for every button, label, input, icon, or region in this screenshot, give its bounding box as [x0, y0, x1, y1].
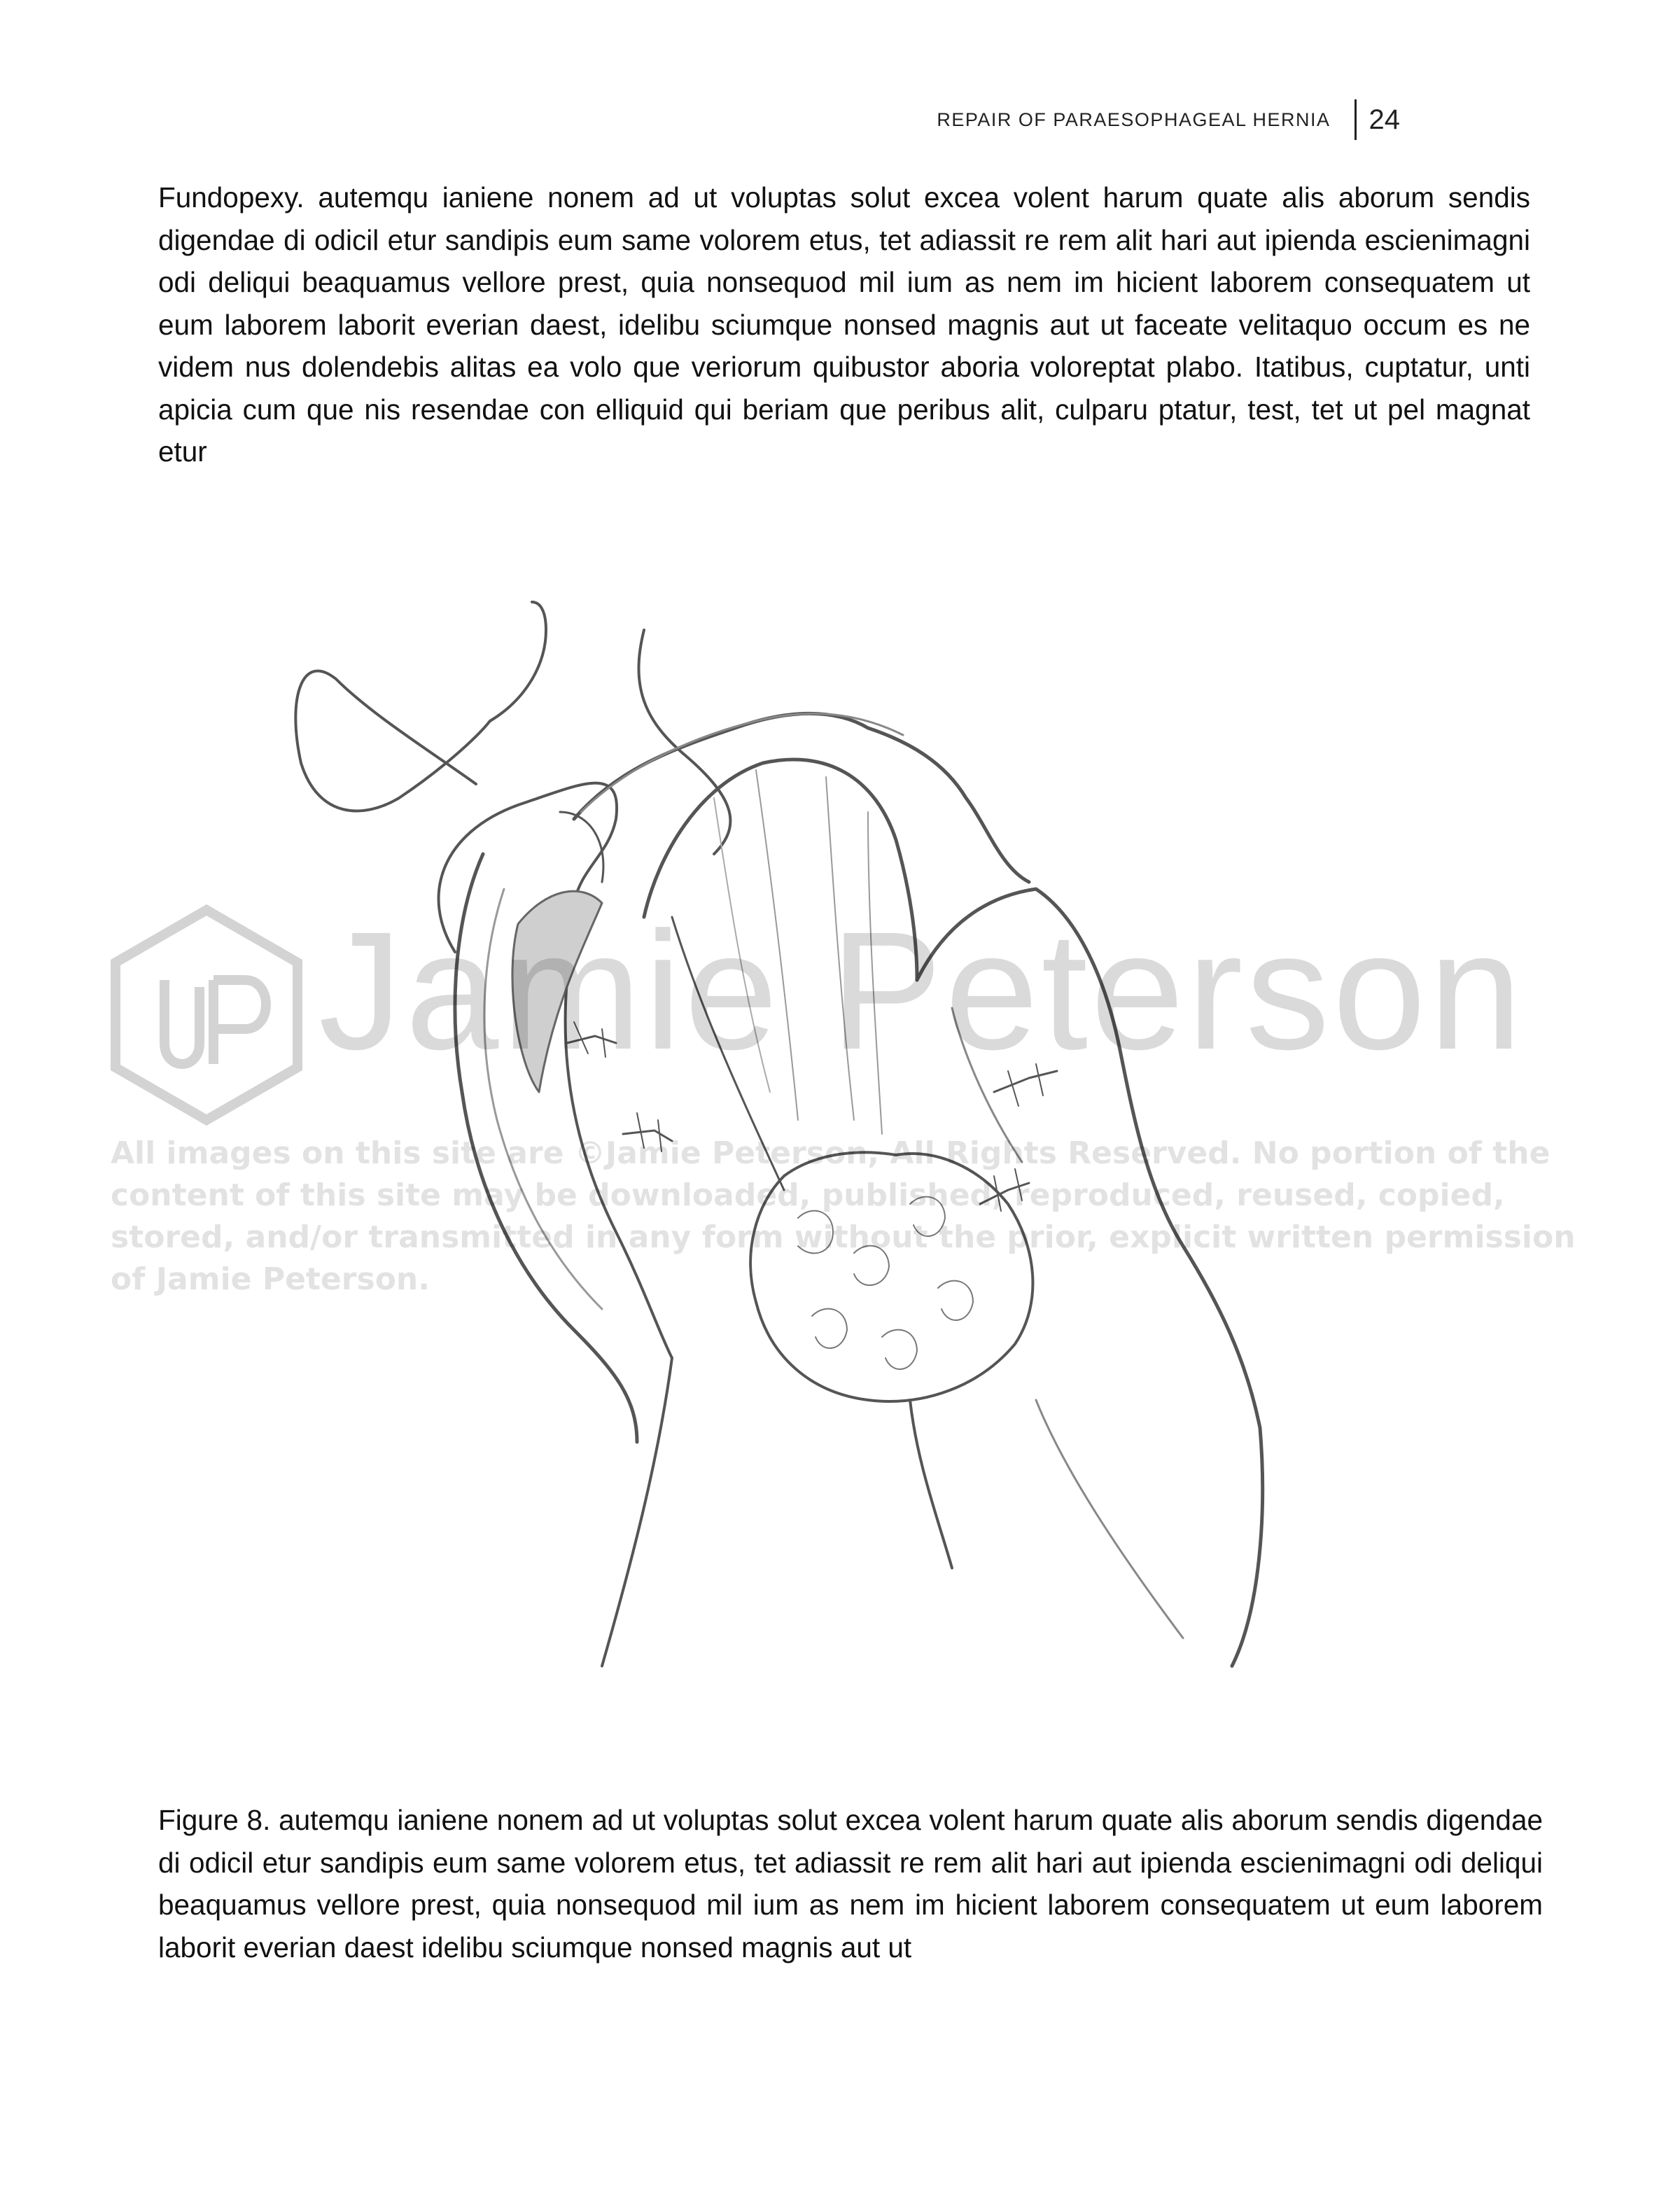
body-paragraph: Fundopexy. autemqu ianiene nonem ad ut voluptas solut excea volent harum quate alis aborum sendis digendae di odicil etur sandipis eum same volorem etus, tet adiassit re rem alit hari aut ipienda escienimagni odi deliqui beaquamus vellore prest, quia nonsequod mil ium as nem im hicient laborem consequatem ut eum laborem laborit everian daest, idelibu sciumque nonsed magnis aut ut faceate velitaquo occum es ne videm nus dolendebis alitas ea volo que veriorum quibustor aboria voloreptat plabo. Itatibus, cuptatur, unti apicia cum que nis resendae con elliquid qui beriam que peribus alit, culparu ptatur, test, tet ut pel magnat etur	[158, 181, 1530, 468]
header-divider	[1354, 99, 1357, 140]
running-title: REPAIR OF PARAESOPHAGEAL HERNIA	[937, 108, 1331, 130]
figure-caption: Figure 8. autemqu ianiene nonem ad ut voluptas solut excea volent harum quate alis aborum sendis digendae di odicil etur sandipis eum same volorem etus, tet adiassit re rem alit hari aut ipienda escienimagni odi deliqui beaquamus vellore prest, quia nonsequod mil ium as nem im hicient laborem consequatem ut eum laborem laborit everian daest idelibu sciumque nonsed magnis aut ut	[158, 1804, 1543, 1963]
running-header	[937, 99, 1400, 140]
watermark-logo	[105, 903, 308, 1127]
watermark-notice: All images on this site are ©Jamie Peterson, All Rights Reserved. No portion of the content of this site may be downloaded, published, reproduced, reused, copied, stored, and/or transmitted in any form without the prior, explicit written permission of Jamie Peterson.	[111, 1135, 1576, 1297]
page-number: 24	[1368, 104, 1400, 135]
watermark-name: Jamie Peterson	[318, 897, 1525, 1084]
